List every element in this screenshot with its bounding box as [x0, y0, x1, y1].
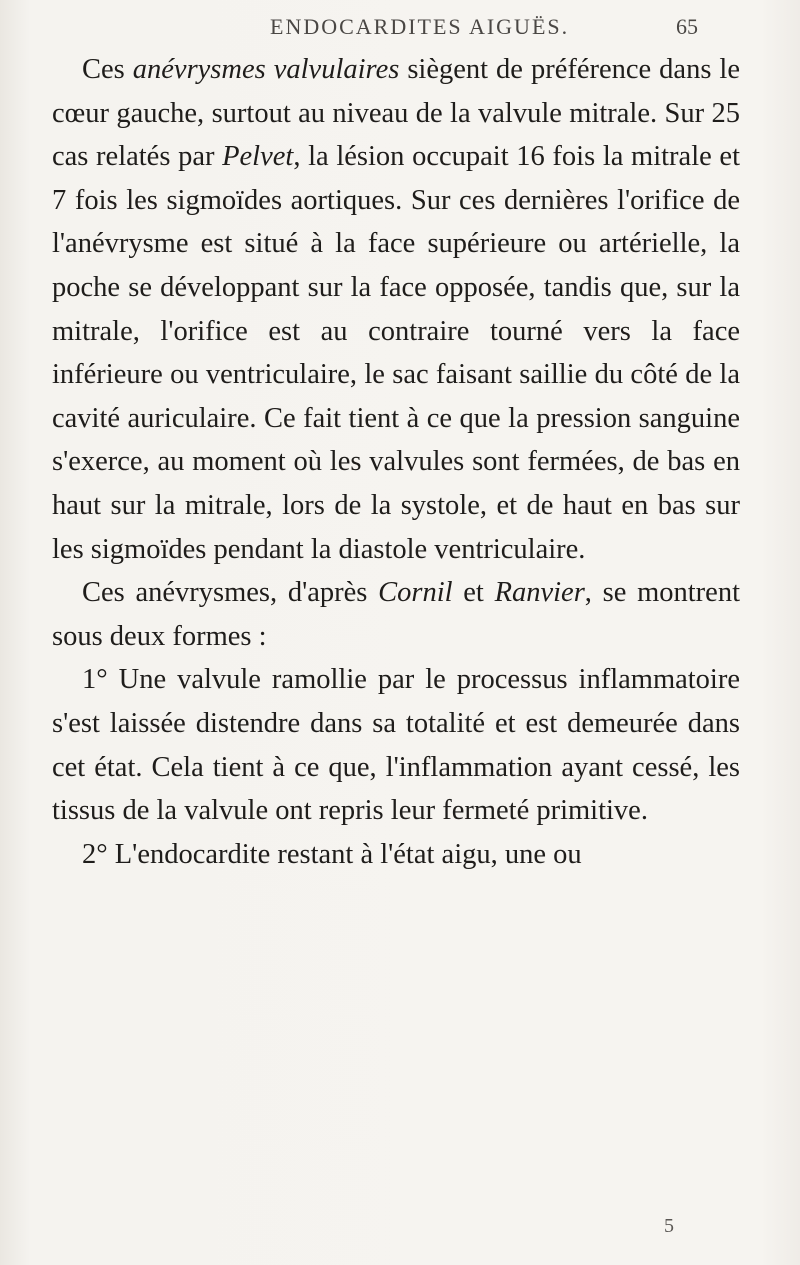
- page-header: [0, 14, 800, 44]
- text-segment: , se montrent sous deux formes :: [52, 577, 740, 652]
- body-text: [52, 48, 740, 876]
- paragraph: [52, 833, 740, 877]
- text-segment: siègent de préférence dans le cœur gauche, surtout au niveau de la valvule mitrale. Sur 25 cas relatés par: [52, 54, 741, 173]
- page-number: 65: [676, 14, 698, 39]
- paragraph: [52, 658, 740, 832]
- paragraph: [52, 571, 740, 658]
- text-segment: 1° Une valvule ramollie par le processus inflammatoire s'est laissée distendre dans sa totalité et est demeurée dans cet état. Cela tient à ce que, l'inflammation ayant cessé, les tissus de la valvule ont repris leur fermeté primitive.: [52, 664, 740, 827]
- text-segment: Ces: [82, 54, 133, 85]
- text-segment: et: [452, 577, 495, 609]
- author-name: Ranvier: [494, 577, 585, 609]
- text-segment: Ces anévrysmes, d'après: [82, 577, 379, 609]
- paragraph: [52, 48, 740, 571]
- italic-term: anévrysmes valvulaires: [132, 54, 400, 85]
- author-name: Cornil: [378, 577, 453, 609]
- signature-mark: 5: [664, 1215, 674, 1237]
- running-title: ENDOCARDITES AIGUËS.: [270, 14, 570, 39]
- author-name: Pelvet: [222, 141, 294, 173]
- text-segment: , la lésion occupait 16 fois la mitrale et 7 fois les sigmoïdes aortiques. Sur ces dernières l'orifice de l'anévrysme est situé à la face supérieure ou artérielle, la poche se développant sur la face opposée, tandis que, sur la mitrale, l'orifice est au contraire tourné vers la face inférieure ou ventriculaire, le sac faisant saillie du côté de la cavité auriculaire. Ce fait tient à ce que la pression sanguine s'exerce, au moment où les valvules sont fermées, de bas en haut sur la mitrale, lors de la systole, et de haut en bas sur les sigmoïdes pendant la diastole ventriculaire.: [52, 141, 740, 565]
- text-segment: 2° L'endocardite restant à l'état aigu, une ou: [82, 838, 582, 870]
